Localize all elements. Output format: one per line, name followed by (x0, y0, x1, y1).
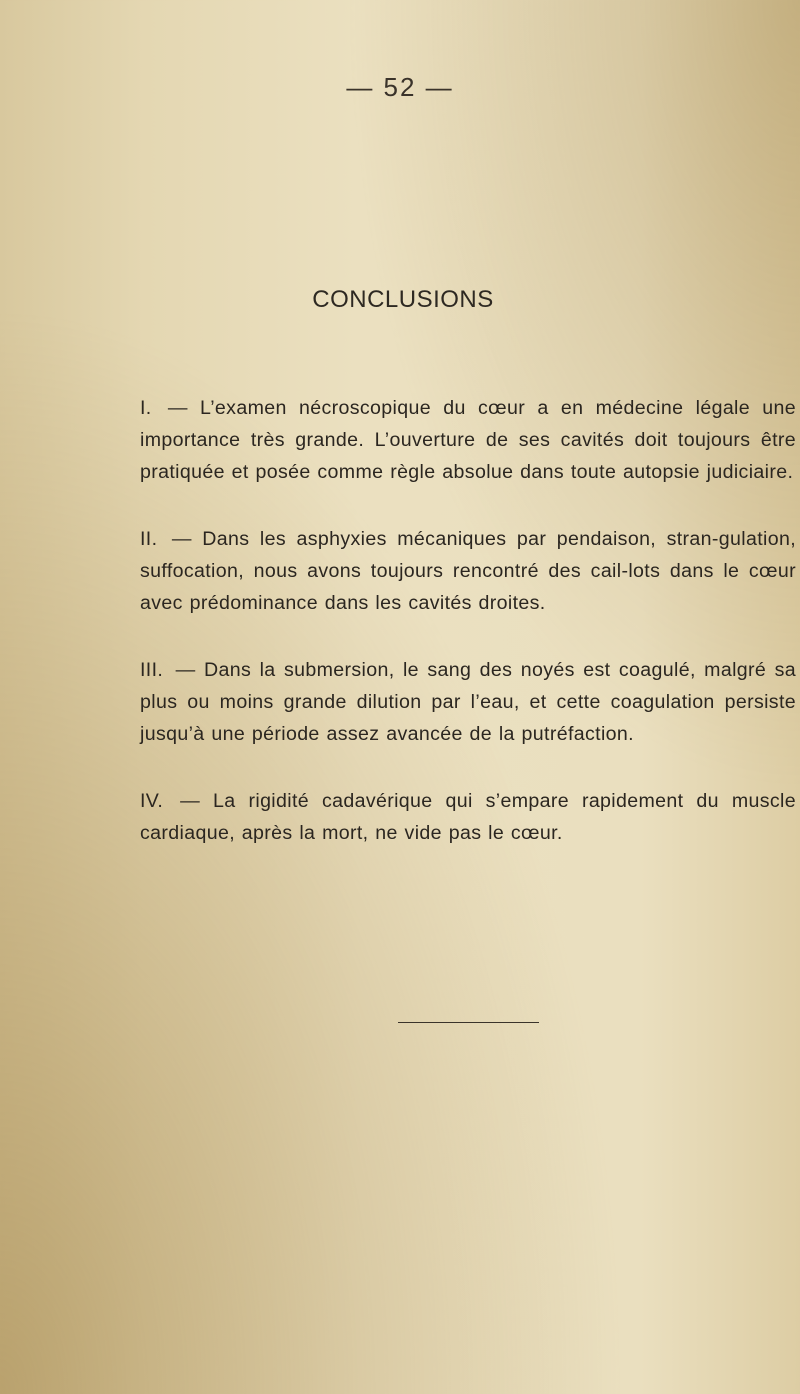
paragraph-text: — Dans la submersion, le sang des noyés est coagulé, malgré sa plus ou moins grande dilution par l’eau, et cette coagulation persiste jusqu’à une période assez avancée de la putréfaction. (140, 659, 796, 745)
paragraph-numeral: IV. (140, 790, 164, 812)
conclusion-paragraph (140, 523, 796, 619)
paragraph-text: — L’examen nécroscopique du cœur a en médecine légale une importance très grande. L’ouverture de ses cavités doit toujours être pratiquée et posée comme règle absolue dans toute autopsie judiciaire. (140, 397, 797, 483)
paragraph-numeral: III. (140, 659, 164, 681)
conclusion-paragraph (140, 654, 796, 750)
paragraph-numeral: II. (140, 528, 158, 550)
paragraph-numeral: I. (140, 397, 152, 419)
conclusion-paragraph (140, 785, 796, 849)
conclusions-list (140, 392, 796, 849)
paragraph-text: — La rigidité cadavérique qui s’empare rapidement du muscle cardiaque, après la mort, ne vide pas le cœur. (140, 790, 796, 844)
conclusion-paragraph (140, 392, 796, 488)
page-number: — 52 — (346, 72, 454, 102)
section-heading: CONCLUSIONS (312, 286, 494, 313)
closing-rule (398, 1022, 539, 1023)
paragraph-text: — Dans les asphyxies mécaniques par pendaison, stran-gulation, suffocation, nous avons toujours rencontré des cail-lots dans le cœur avec prédominance dans les cavités droites. (140, 528, 796, 614)
